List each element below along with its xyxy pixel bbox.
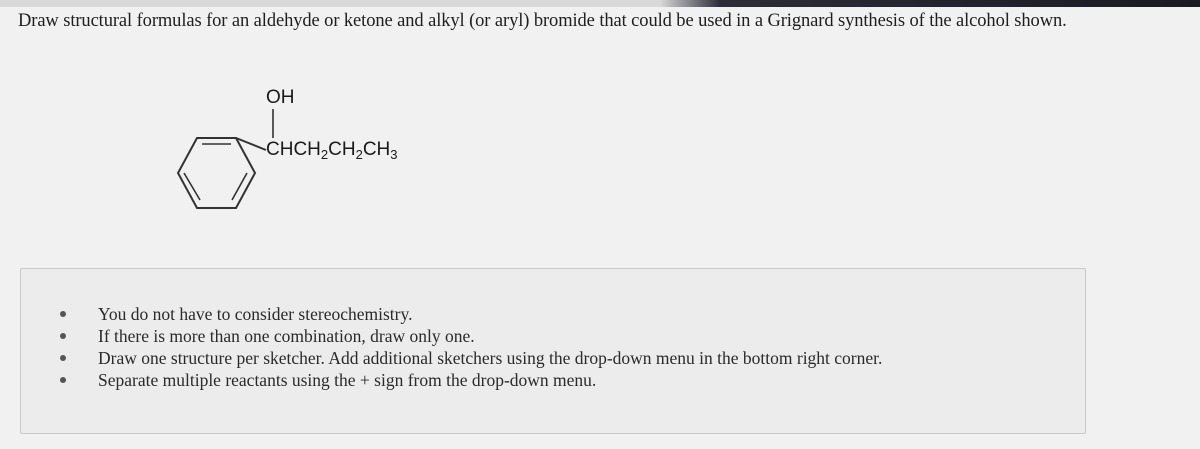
list-item: Separate multiple reactants using the + sign from the drop-down menu.	[56, 369, 882, 391]
top-header-bar	[0, 0, 1200, 7]
alkyl-chain-label: $CHCH_2CH_2CH_3$	[266, 139, 398, 162]
question-text: Draw structural formulas for an aldehyde or ketone and alkyl (or aryl) bromide that could be used in a Grignard synthesis of the alcohol shown.	[18, 11, 1067, 31]
alcohol-structure	[140, 78, 460, 228]
bullet-icon	[60, 355, 66, 361]
list-item: You do not have to consider stereochemistry.	[56, 303, 882, 325]
list-item: If there is more than one combination, draw only one.	[56, 325, 882, 347]
bullet-icon	[60, 333, 66, 339]
instructions-box	[20, 268, 1086, 434]
bullet-icon	[60, 311, 66, 317]
instructions-list	[56, 303, 882, 391]
list-item: Draw one structure per sketcher. Add additional sketchers using the drop-down menu in the bottom right corner.	[56, 347, 882, 369]
benzene-ring	[178, 138, 255, 208]
bullet-icon	[60, 377, 66, 383]
hydroxyl-label: OH	[266, 87, 295, 108]
